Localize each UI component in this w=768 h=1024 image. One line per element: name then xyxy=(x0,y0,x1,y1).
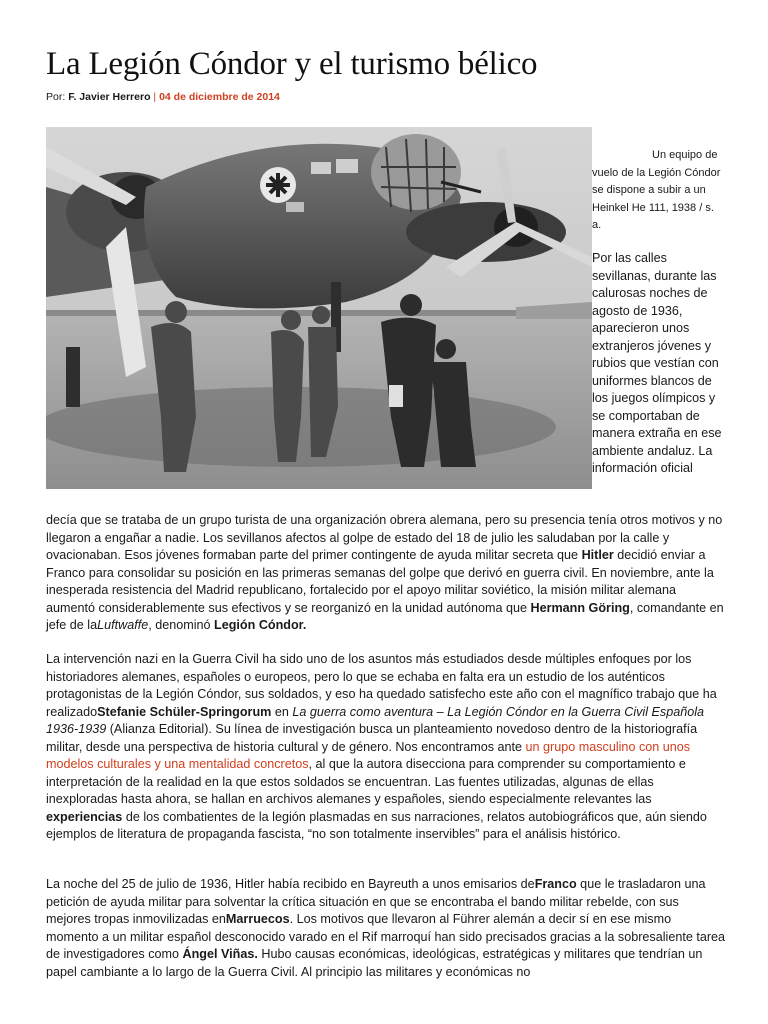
paragraph-1-wrap: Por las calles sevillanas, durante las calurosas noches de agosto de 1936, aparecieron unos extranjeros jóvenes y rubios que vestían con uniformes blancos de los juegos olímpicos y se comportaban de manera extraña en ese ambiente andaluz. La información oficial xyxy=(592,251,722,475)
p1-text-3: , comandante en jefe de la xyxy=(46,600,724,632)
marruecos-link[interactable]: Marruecos xyxy=(225,912,290,926)
p2-text-1: La intervención nazi en la Guerra Civil ha sido uno de los asuntos más estudiados desde múltiples enfoques por los historiadores alemanes, españoles o europeos, pero lo que se echaba en falta era un estudio de los auténticos protagonistas de la Legión Cóndor, sus soldados, y eso ha quedado satisfecho este año con el magnífico trabajo que ha realizado xyxy=(46,652,717,719)
p3-text-4: Hubo causas económicas, ideológicas, estratégicas y militares que tendrían un papel cambiante a lo largo de la Guerra Civil. Al principio las militares y económicas no xyxy=(46,947,703,979)
paragraph-1 xyxy=(46,512,726,635)
p2-text-4: , al que la autora disecciona para comprender su comportamiento e interpretación de la realidad en la que estos soldados se encuentran. Las fuentes utilizadas, algunas de ellas inexploradas hasta ahora, se hallan en archivos alemanes y españoles, siendo especialmente relevantes las xyxy=(46,757,686,806)
p2-text-2: en xyxy=(271,704,293,719)
hitler-link[interactable]: Hitler xyxy=(581,548,614,562)
p3-text-3: . Los motivos que llevaron al Führer alemán a decir sí en ese mismo momento a un militar español desconocido varado en el Rif marroquí han sido precisados gracias a la sobresaliente tarea de investigadores como xyxy=(46,912,726,961)
p1-text-4: , denominó xyxy=(148,618,215,632)
luftwaffe-term: Luftwaffe xyxy=(97,618,149,632)
p3-text-2: que le trasladaron una petición de ayuda militar para solventar la crítica situación en que se encontraba el bando militar rebelde, con sus mejores tropas inmovilizadas en xyxy=(46,877,706,926)
p1-text-2: decidió enviar a Franco para consolidar su posición en las primeras semanas del golpe que derivó en guerra civil. En noviembre, ante la inesperada resistencia del Madrid republicano, fortalecido por el apoyo militar soviético, la misión militar alemana aumentó considerablemente sus efectivos y se reorganizó en la unidad autónoma que xyxy=(46,548,714,615)
book-title: La guerra como aventura – La Legión Cóndor en la Guerra Civil Española 1936-1939 xyxy=(46,704,705,736)
masculine-group-link[interactable]: un grupo masculino con unos modelos culturales y una mentalidad concretos xyxy=(46,739,691,771)
vinas-link[interactable]: Ángel Viñas. xyxy=(182,947,258,961)
goering-link[interactable]: Hermann Göring xyxy=(530,600,630,615)
p1-text-1: decía que se trataba de un grupo turista de una organización obrera alemana, pero su presencia tenía otros motivos y no llegaron a engañar a nadie. Los sevillanos afectos al golpe de estado del 18 de julio les saludaban por la calle y ovacionaban. Esos jóvenes formaban parte del primer contingente de ayuda militar secreta que xyxy=(46,513,723,562)
byline-separator: | xyxy=(150,91,160,103)
author-link[interactable]: F. Javier Herrero xyxy=(68,91,151,103)
paragraph-2 xyxy=(46,651,726,844)
byline-prefix: Por: xyxy=(46,91,69,103)
legion-condor-term: Legión Cóndor. xyxy=(214,618,307,632)
p2-text-5: de los combatientes de la legión plasmadas en sus narraciones, relatos autobiográficos que, aún siendo ejemplos de literatura de propaganda fascista, “no son totalmente inservibles” para el análisis histórico. xyxy=(46,809,707,841)
article-title: La Legión Cóndor y el turismo bélico xyxy=(46,46,538,82)
caption-text: Un equipo de vuelo de la Legión Cóndor se dispone a subir a un Heinkel He 111, 1938 / s. a. xyxy=(592,149,721,231)
article-photo xyxy=(46,127,592,489)
publish-date: 04 de diciembre de 2014 xyxy=(159,91,280,103)
experiencias-term: experiencias xyxy=(46,809,123,824)
paragraph-3 xyxy=(46,876,726,981)
franco-link[interactable]: Franco xyxy=(534,877,577,891)
byline xyxy=(46,90,280,104)
photo-caption xyxy=(592,147,724,235)
author-schuler-link[interactable]: Stefanie Schüler-Springorum xyxy=(97,704,272,719)
p2-text-3: (Alianza Editorial). Su línea de investigación busca un planteamiento novedoso dentro de la historiografía militar, desde una perspectiva de historia cultural y de género. Nos encontramos ante xyxy=(46,722,698,754)
p3-text-1: La noche del 25 de julio de 1936, Hitler había recibido en Bayreuth a unos emisarios de xyxy=(46,877,535,891)
